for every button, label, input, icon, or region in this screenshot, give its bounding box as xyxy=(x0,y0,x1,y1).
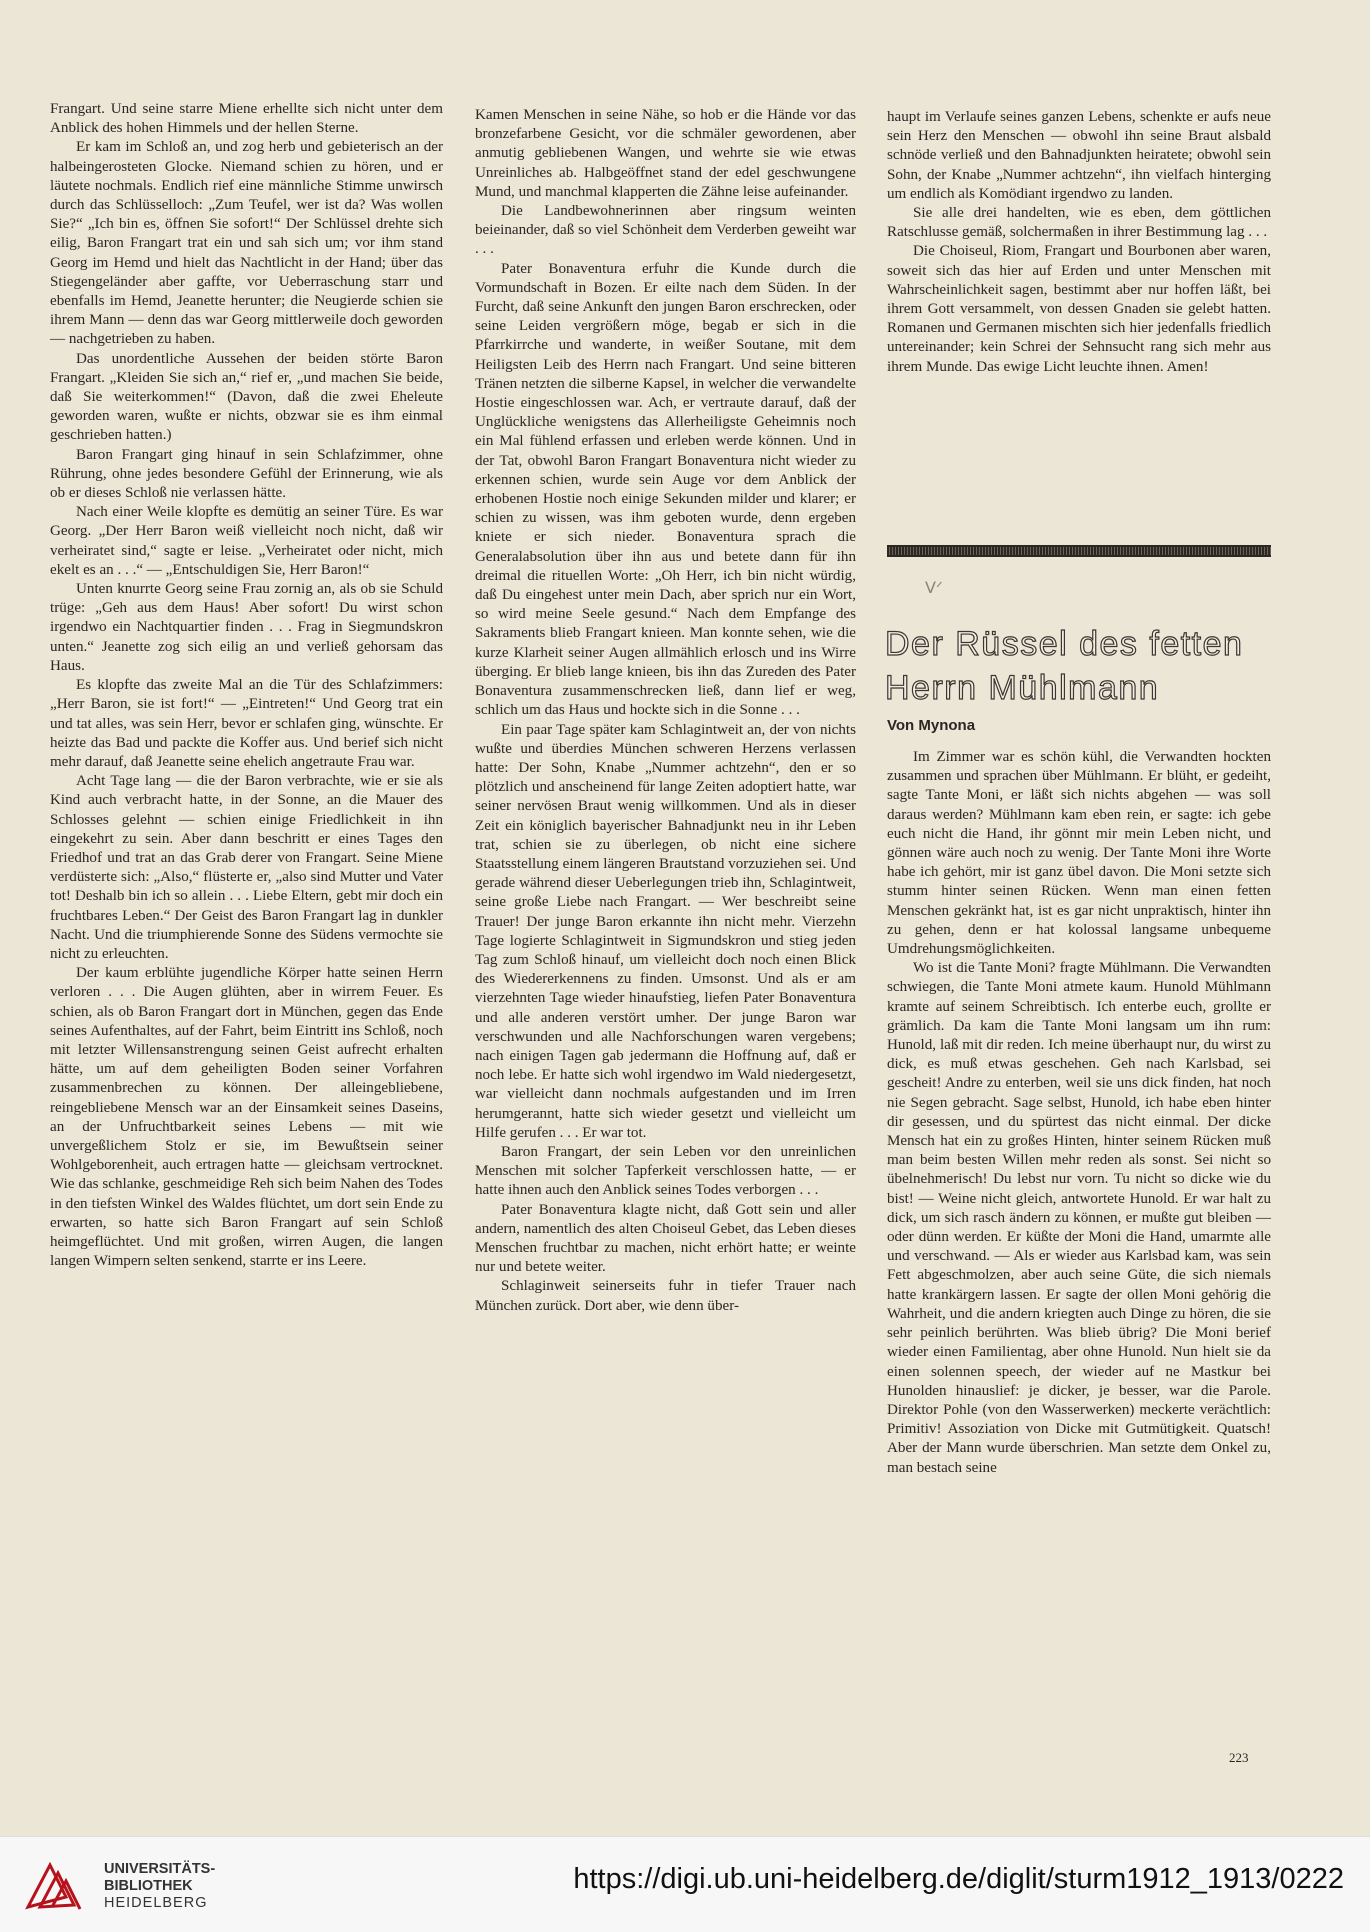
paragraph: Das unordentliche Aussehen der beiden störte Baron Frangart. „Kleiden Sie sich an,“ rief er, „und machen Sie beide, daß Sie weiterkommen!“ (Davon, daß die zwei Eheleute geworden waren, wußte er nichts, obzwar sie es ihm einmal geschrieben hatten.) xyxy=(50,350,443,444)
paragraph: Er kam im Schloß an, und zog herb und gebieterisch an der halbeingerosteten Glocke. Niemand schien zu hören, und er läutete nochmals. Endlich rief eine männliche Stimme unwirsch durch das Schlüsselloch: „Zum Teufel, wer ist da? Was wollen Sie?“ „Ich bin es, öffnen Sie sofort!“ Der Schlüssel drehte sich eilig, Baron Frangart trat ein und sah sich um; vor ihm stand Georg im Hemd und hielt das Nachtlicht in der Hand; über das Stiegengeländer aber gaffte, vor Ueberraschung starr und ebenfalls im Hemd, Jeanette herunter; die Neugierde schien sie ihrem Mann — denn das war Georg mittlerweile doch geworden — nachgetrieben zu haben. xyxy=(50,139,443,348)
paragraph: Der kaum erblühte jugendliche Körper hatte seinen Herrn verloren . . . Die Augen glühten, aber in wirrem Feuer. Es schien, als ob Baron Frangart dort in München, gegen das Ende seines Aufenthaltes, auf der Fahrt, beim Eintritt ins Schloß, noch mit letzter Willensanstrengung seinen Geist aufrecht erhalten hätte, um auf dem geheiligten Boden seiner Vorfahren zusammenbrechen zu können. Der alleingebliebene, reingebliebene Mensch war an der Einsamkeit seines Daseins, an der Unfruchtbarkeit seines Lebens — mit wie unvergeßlichem Stolz er sie, im Bewußtsein seiner Wohlgeborenheit, auch ertragen hatte — gleichsam vertrocknet. Wie das schlanke, geschmeidige Reh sich beim Nahen des Todes in den tiefsten Winkel des Waldes flüchtet, um dort sein Ende zu erwarten, so hatte sich Baron Frangart auf sein Schloß heimgeflüchtet. Und mit großen, wirren Augen, die langen langen Wimpern selten senkend, starrte er ins Leere. xyxy=(50,965,443,1270)
source-url-link[interactable]: https://digi.ub.uni-heidelberg.de/diglit/sturm1912_1913/0222 xyxy=(573,1863,1344,1895)
paragraph: Pater Bonaventura klagte nicht, daß Gott sein und aller andern, namentlich des alten Choiseul Gebet, das Leben dieses Menschen fruchtbar zu machen, nicht erhört hatte; er weinte nur und betete weiter. xyxy=(475,1201,856,1276)
paragraph: Es klopfte das zweite Mal an die Tür des Schlafzimmers: „Herr Baron, sie ist fort!“ — „Eintreten!“ Und Georg trat ein und tat alles, was sein Herr, bevor er schlafen ging, wünschte. Er heizte das Bad und packte die Koffer aus. Und berief sich nicht mehr darauf, daß Jeanette seine ehelich angetraute Frau war. xyxy=(50,677,443,770)
paragraph: Die Landbewohnerinnen aber ringsum weinten beieinander, daß so viel Schönheit dem Verderben geweiht war . . . xyxy=(475,203,856,258)
byline: Von Mynona xyxy=(887,717,976,734)
decorative-rule xyxy=(887,545,1271,557)
paragraph: haupt im Verlaufe seines ganzen Lebens, schenkte er aufs neue sein Herz den Menschen — obwohl ihn seine Braut alsbald schnöde verließ und den Bahnadjunkten heiratete; obwohl sein Sohn, der Knabe „Nummer achtzehn“, ihn vielfach hintergіng um endlich als Komödiant irgendwo zu landen. xyxy=(887,109,1271,202)
text-column-1 xyxy=(50,100,443,1271)
paragraph: Acht Tage lang — die der Baron verbrachte, wie er sie als Kind auch verbracht hatte, in der Sonne, an die Mauer des Schlosses gelehnt — schien einige Friedlichkeit in ihn eingekehrt zu sein. Aber dann beschritt er eines Tages den Friedhof und trat an das Grab derer von Frangart. Seine Miene verdüsterte sich: „Also,“ flüsterte er, „also sind Mutter und Vater tot! Deshalb bin ich so allein . . . Liebe Eltern, gebt mir doch ein fruchtbares Leben.“ Der Geist des Baron Frangart lag in dunkler Nacht. Und die triumphierende Sonne des Südens vermochte sie nicht zu erleuchten. xyxy=(50,773,443,962)
text-column-2 xyxy=(475,106,856,1316)
ink-mark: ᐯᐟ xyxy=(925,580,943,597)
footer-bar xyxy=(0,1836,1370,1932)
institution-line: BIBLIOTHEK xyxy=(104,1878,193,1894)
paragraph: Wo ist die Tante Moni? fragte Mühlmann. Die Verwandten schwiegen, die Tante Moni atmete kaum. Hunold Mühlmann kramte auf seinem Schreibtisch. Ich enterbe euch, grollte er grämlich. Da kam die Tante Moni langsam um ihn rum: Hunold, laß mit dir reden. Ich meine überhaupt nur, du wirst zu dick, es muß etwas geschehen. Geh nach Karlsbad, sei gescheit! Andre zu enterben, weil sie uns dick finden, hat noch nie Segen gebracht. Sage selbst, Hunold, ich habe eben hinter dir gesessen, und du spürtest das nicht einmal. Der dicke Mensch hat ein zu großes Hinten, hinter seinem Rücken muß man beim besten Willen mehr reden als sonst. Sei nicht so übelnehmerisch! Du lebst nur vorn. Tu nicht so dicke wie du bist! — Weine nicht gleich, antwortete Hunold. Er war halt zu dick, um sich rasch ändern zu können, er mußte gut bleiben — oder dünn werden. Er küßte der Moni die Hand, umarmte alle und verschwand. — Als er wieder aus Karlsbad kam, was sein Fett abgeschmolzen, aber auch seine Güte, die sich niemals hatte krankärgern lassen. Er sagte der ollen Moni gehörig die Wahrheit, und die andern kriegten auch Dinge zu hören, die sie sehr peinlich berührten. Was blieb übrig? Die Moni berief wieder einen Familientag, aber ohne Hunold. Nun hielt sie da einen solennen speech, der wieder auf ne Mastkur bei Hunolden hinauslief: je dicker, je besser, war die Parole. Direktor Pohle (von den Wasserwerken) meckerte verächtlich: Primitiv! Assoziation von Dicke mit Gutmütigkeit. Quatsch! Aber der Mann wurde überschrien. Man setzte dem Onkel zu, man bestach seine xyxy=(887,960,1271,1476)
ub-heidelberg-logo-icon xyxy=(22,1857,86,1915)
paragraph: Kamen Menschen in seine Nähe, so hob er die Hände vor das bronzefarbene Gesicht, vor die schmäler gewordenen, aber anmutig gebliebenen Wangen, und wehrte sie wie etwas Unreinliches ab. Halbgeöffnet stand der edel geschwungene Mund, und manchmal klapperten die Zähne leise aufeinander. xyxy=(475,107,856,200)
page-number: 223 xyxy=(1229,1750,1249,1765)
paragraph: Baron Frangart, der sein Leben vor den unreinlichen Menschen mit solcher Tapferkeit verschlossen hatte, — er hatte ihnen auch den Anblick seines Todes verborgen . . . xyxy=(475,1143,856,1199)
institution-line: UNIVERSITÄTS- xyxy=(104,1861,216,1877)
paragraph: Schlaginweit seinerseits fuhr in tiefer Trauer nach München zurück. Dort aber, wie denn über- xyxy=(475,1278,856,1314)
paragraph: Baron Frangart ging hinauf in sein Schlafzimmer, ohne Rührung, ohne jedes besondere Gefühl der Erinnerung, wie als ob er dieses Schloß nie verlassen hätte. xyxy=(50,446,443,502)
article-headline: Der Rüssel des fetten Herrn Mühlmann xyxy=(885,625,1244,707)
text-column-3-article xyxy=(887,748,1271,1478)
paragraph: Nach einer Weile klopfte es demütig an seiner Türe. Es war Georg. „Der Herr Baron weiß vielleicht noch nicht, daß wir verheiratet sind,“ sagte er leise. „Verheiratet oder nicht, mich ekelt es an . . .“ — „Entschuldigen Sie, Herr Baron!“ xyxy=(50,504,443,578)
institution-name xyxy=(104,1861,215,1912)
paragraph: Unten knurrte Georg seine Frau zornig an, als ob sie Schuld trüge: „Geh aus dem Haus! Aber sofort! Du wirst schon irgendwo ein Nachtquartier finden . . . Frag in Siegmundskron unten.“ Jeanette zog sich eilig an und verließ gehorsam das Haus. xyxy=(50,581,443,674)
paragraph: Im Zimmer war es schön kühl, die Verwandten hockten zusammen und sprachen über Mühlmann. Er blüht, er gedeiht, sagte Tante Moni, er läßt sich nichts abgehen — was soll daraus werden? Mühlmann kam eben rein, er sagte: ich gebe euch nicht die Hand, ihr gönnt mir mein Leben nicht, und gönnen wäre auch noch zu wenig. Der Tante Moni ihre Worte habe ich gehört, mir ist ganz übel davon. Die Moni setzte sich stumm hinter seinen Rücken. Wenn man einen fetten Menschen gekränkt hat, ist es gar nicht unpraktisch, hinter ihn zu gehen, denn er hat kolossal langsame unbequeme Umdrehungsmöglichkeiten. xyxy=(887,749,1271,958)
paragraph: Ein paar Tage später kam Schlagintweit an, der von nichts wußte und überdies München schweren Herzens verlassen hatte: Der Sohn, Knabe „Nummer achtzehn“, den er so plötzlich und anscheinend für lange Zeiten adoptiert hatte, war seiner nervösen Braut wenig willkommen. Und als in dieser Zeit ein königlich bayerischer Bahnadjunkt neu in ihr Leben trat, schien sie zu überlegen, ob nicht eine sichere Staatsstellung einem längeren Brautstand vorzuziehen sei. Und gerade während dieser Ueberlegungen trieb ihn, Schlagintweit, seine große Liebe nach Frangart. — Wer beschreibt seine Trauer! Der junge Baron erkannte ihn nicht mehr. Vierzehn Tage logierte Schlagintweit in Sigmundskron und stieg jeden Tag zum Schloß hinauf, um vielleicht doch noch einen Blick des Wiedererkennens zu finden. Umsonst. Und als er am vierzehnten Tage wieder hinaufstieg, liefen Pater Bonaventura und alle anderen verstört umher. Der junge Baron war verschwunden und alle Nachforschungen waren vergebens; nach einigen Tagen gab jedermann die Hoffnung auf, daß er noch lebe. Er hatte sich wohl irgendwo im Wald niedergesetzt, war vielleicht dann nochmals aufgestanden und im Irren herumgerannt, hatte sich wieder gesetzt und vielleicht um Hilfe gerufen . . . Er war tot. xyxy=(475,721,857,1141)
paragraph: Sie alle drei handelten, wie es eben, dem göttlichen Ratschlusse gemäß, solchermaßen in ihrer Bestimmung lag . . . xyxy=(887,205,1271,241)
paragraph: Frangart. Und seine starre Miene erhellte sich nicht unter dem Anblick des hohen Himmels und der hellen Sterne. xyxy=(50,101,443,137)
text-column-3 xyxy=(887,108,1271,377)
paragraph: Die Choiseul, Riom, Frangart und Bourbonen aber waren, soweit sich das hier auf Erden und unter Menschen mit Wahrscheinlichkeit sagen, bestimmt aber nur hoffen läßt, bei ihrem Gott versammelt, von dessen Gnaden sie gelebt hatten. Romanen und Germanen mischten sich hier jedenfalls friedlich untereinander; kein Schrei der Sehnsucht rang sich mehr aus ihrem Munde. Das ewige Licht leuchte ihnen. Amen! xyxy=(887,243,1271,375)
institution-line: HEIDELBERG xyxy=(104,1895,208,1911)
paragraph: Pater Bonaventura erfuhr die Kunde durch die Vormundschaft in Bozen. Er eilte nach dem Süden. In der Furcht, daß seine Ankunft den jungen Baron erschrecken, oder seine Leiden vergrößern möge, begab er sich in die Pfarrkirrche und wanderte, in weißer Soutane, mit dem Heiligsten Leib des Herrn nach Frangart. Und seine bitteren Tränen netzten die silberne Kapsel, in welcher die verwandelte Hostie eingeschlossen war. Ach, er vertraute darauf, daß der Unglückliche wenigstens das Allerheiligste Geheimnis noch ein Mal fühlend erfassen und erleben werde können. Und in der Tat, obwohl Baron Frangart Bonaventura nicht wieder zu erkennen schien, wurde sein Auge vor dem Anblick der erhobenen Hostie noch einige Sekunden milder und klarer; er schien zu wissen, was ihm geboten wurde, denn ergeben kniete er sich nieder. Bonaventura sprach die Generalabsolution über ihn aus und betete dann für ihn dreimal die rituellen Worte: „Oh Herr, ich bin nicht würdig, daß Du eingehest unter mein Dach, aber sprich nur ein Wort, so wird meine Seele gesund.“ Nach dem Empfange des Sakraments blieb Frangart knieen. Man konnte sehen, wie die kurze Klarheit seiner Augen allmählich erlosch und ins Wirre überging. Er blieb lange knieen, bis ihn das Zureden des Pater Bonaventura zusammenschrecken ließ, dann lief er weg, schlich um das Haus und hockte sich in die Sonne . . . xyxy=(475,260,856,719)
